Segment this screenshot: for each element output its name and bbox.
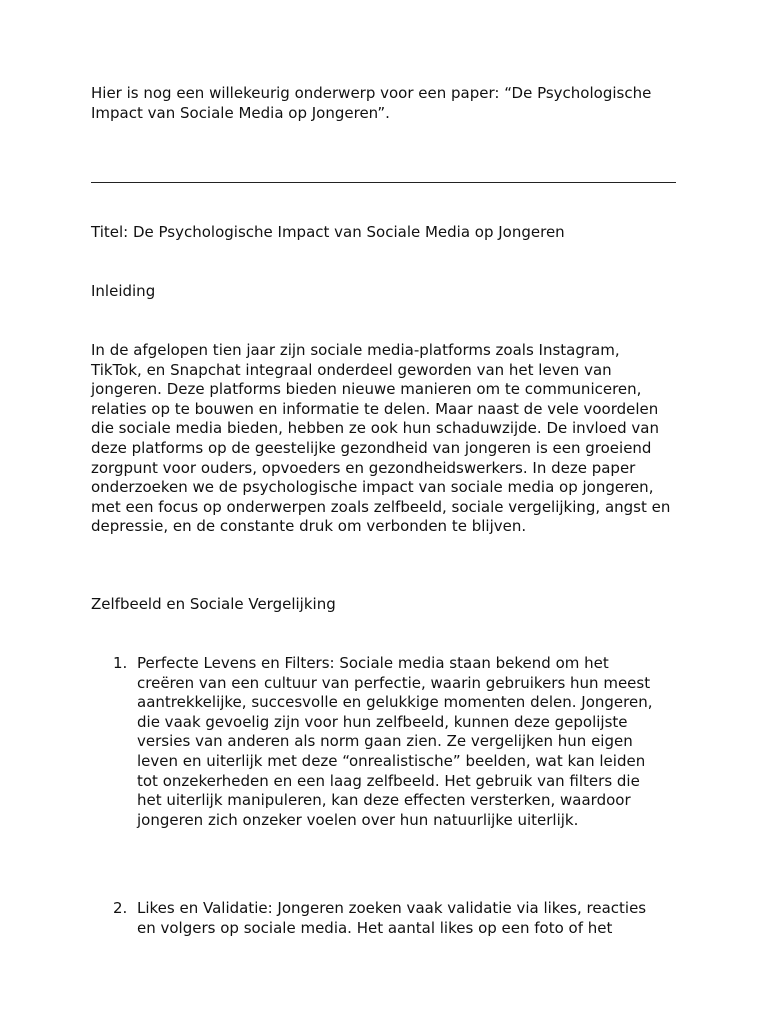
section-heading-zelfbeeld: Zelfbeeld en Sociale Vergelijking [91, 595, 336, 613]
document-title: Titel: De Psychologische Impact van Sociale Media op Jongeren [91, 223, 565, 241]
list-item-text: Likes en Validatie: Jongeren zoeken vaak validatie via likes, reacties en volgers op sociale media. Het aantal likes op een foto of het [137, 899, 647, 937]
list-item-number: 2. [113, 899, 128, 917]
intro-text: Hier is nog een willekeurig onderwerp voor een paper: “De Psychologische Impact van Sociale Media op Jongeren”. [91, 84, 652, 122]
list-item-number: 1. [113, 654, 128, 672]
intro-text-block [91, 84, 681, 123]
list-item [91, 654, 667, 830]
list-item [91, 899, 667, 938]
numbered-list [91, 654, 681, 937]
section-heading-inleiding: Inleiding [91, 282, 156, 300]
intro-paragraph: In de afgelopen tien jaar zijn sociale media-platforms zoals Instagram, TikTok, en Snapchat integraal onderdeel geworden van het leven van jongeren. Deze platforms bieden nieuwe manieren om te communiceren, relaties op te bouwen en informatie te delen. Maar naast de vele voordelen die sociale media bieden, hebben ze ook hun schaduwzijde. De invloed van deze platforms op de geestelijke gezondheid van jongeren is een groeiend zorgpunt voor ouders, opvoeders en gezondheidswerkers. In deze paper onderzoeken we de psychologische impact van sociale media op jongeren, met een focus op onderwerpen zoals zelfbeeld, sociale vergelijking, angst en depressie, en de constante druk om verbonden te blijven. [91, 341, 671, 536]
horizontal-divider [91, 182, 676, 183]
list-item-text: Perfecte Levens en Filters: Sociale media staan bekend om het creëren van een cultuur van perfectie, waarin gebruikers hun meest aantrekkelijke, succesvolle en gelukkige momenten delen. Jongeren, die vaak gevoelig zijn voor hun zelfbeeld, kunnen deze gepolijste versies van anderen als norm gaan zien. Ze vergelijken hun eigen leven en uiterlijk met deze “onrealistische” beelden, wat kan leiden tot onzekerheden en een laag zelfbeeld. Het gebruik van filters die het uiterlijk manipuleren, kan deze effecten versterken, waardoor jongeren zich onzeker voelen over hun natuurlijke uiterlijk. [137, 654, 653, 829]
